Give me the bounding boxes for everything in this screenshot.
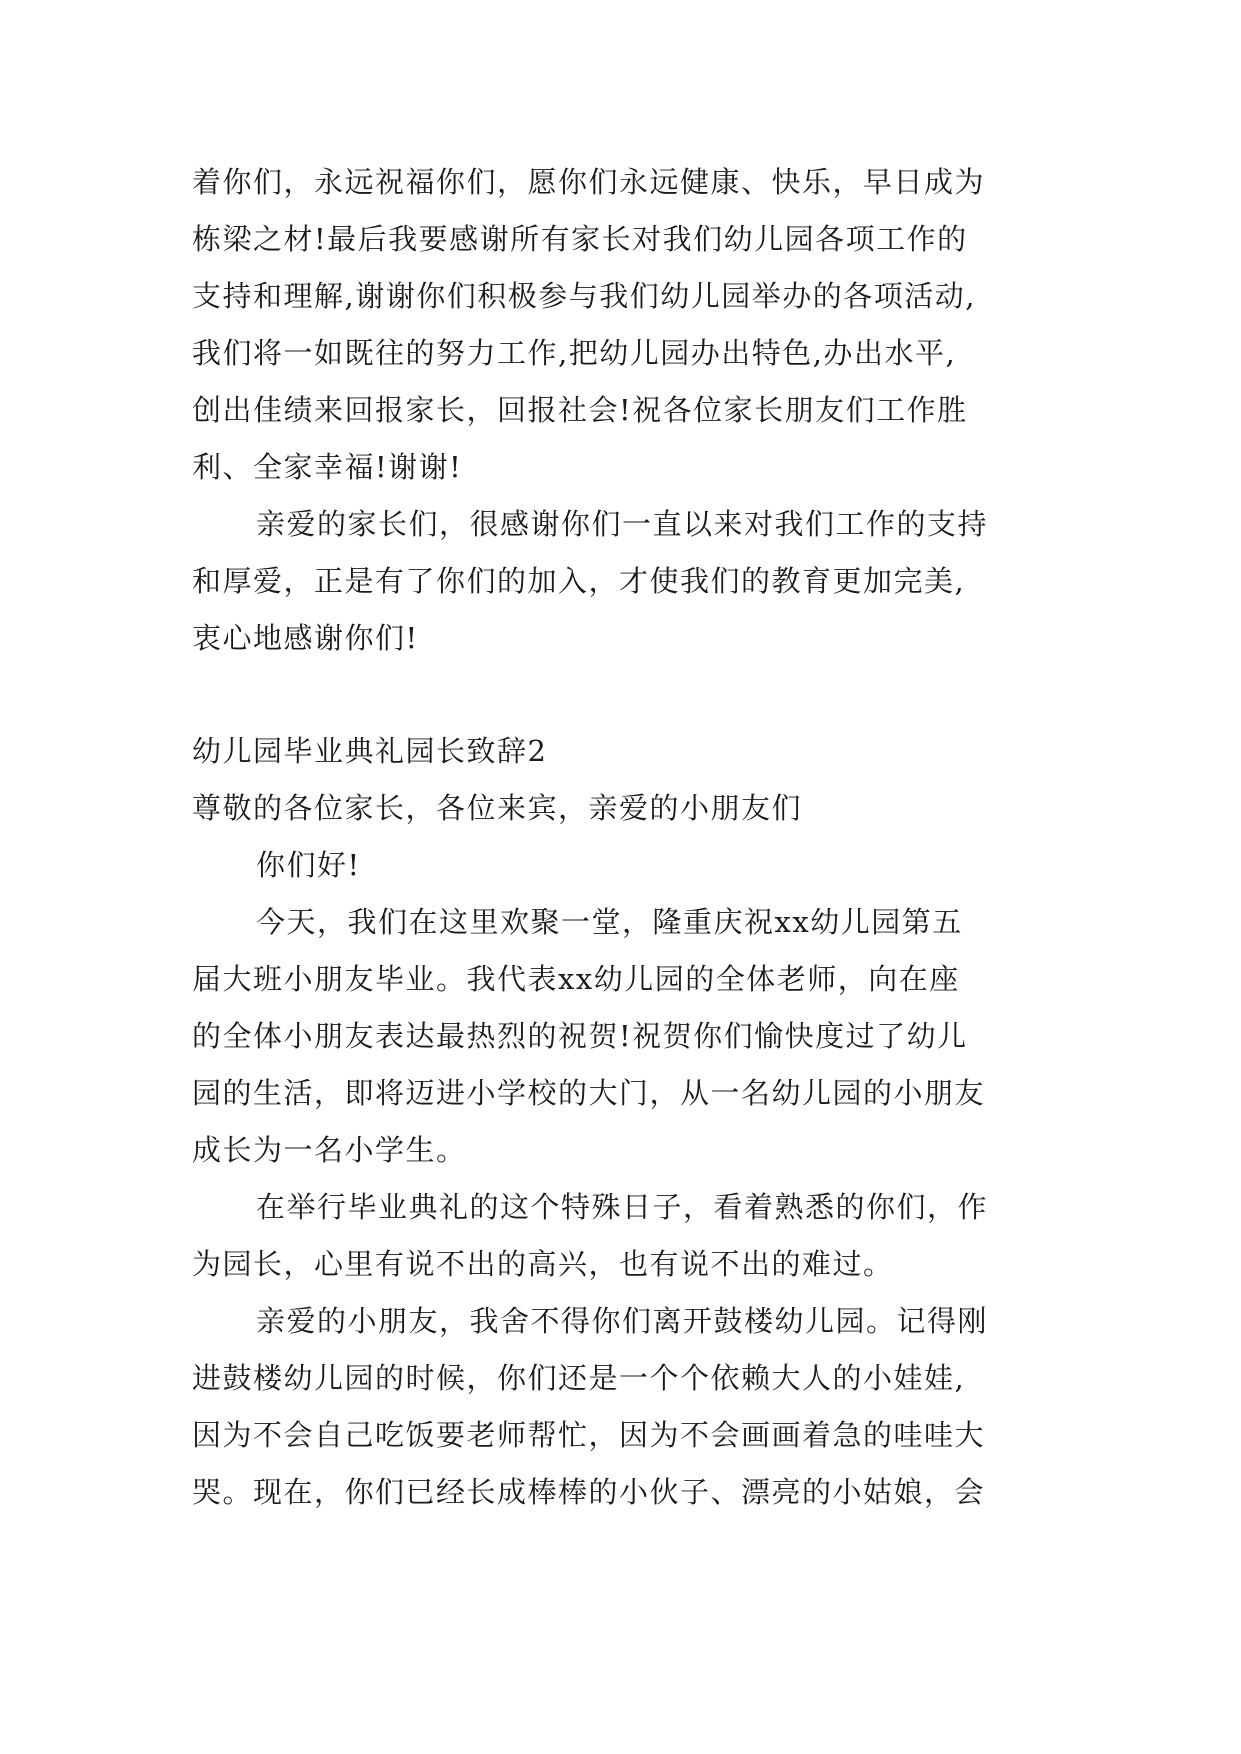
text-line: 哭。现在，你们已经长成棒棒的小伙子、漂亮的小姑娘，会: [192, 1475, 986, 1509]
text-line: 成长为一名小学生。: [192, 1133, 467, 1167]
section-gap: [192, 667, 1092, 723]
text-line: 支持和理解,谢谢你们积极参与我们幼儿园举办的各项活动,: [192, 279, 976, 313]
document-body: [192, 154, 1092, 1521]
paragraph-graduation-celebration: [192, 894, 1092, 1179]
text-line: 进鼓楼幼儿园的时候，你们还是一个个依赖大人的小娃娃,: [192, 1361, 966, 1395]
text-line: 和厚爱，正是有了你们的加入，才使我们的教育更加完美,: [192, 564, 966, 598]
text-line: 创出佳绩来回报家长，回报社会!祝各位家长朋友们工作胜: [192, 393, 968, 427]
paragraph-memories: [192, 1293, 1092, 1521]
text-line: 因为不会自己吃饭要老师帮忙，因为不会画画着急的哇哇大: [192, 1418, 986, 1452]
text-line: 栋梁之材!最后我要感谢所有家长对我们幼儿园各项工作的: [192, 222, 968, 256]
paragraph-principal-feelings: [192, 1179, 1092, 1293]
text-line: 为园长，心里有说不出的高兴，也有说不出的难过。: [192, 1247, 894, 1281]
paragraph-closing-remarks: [192, 154, 1092, 496]
paragraph-thanks-parents: [192, 496, 1092, 667]
text-line: 今天，我们在这里欢聚一堂，隆重庆祝xx幼儿园第五: [256, 905, 963, 939]
greeting: 你们好!: [256, 848, 361, 882]
section-title: 幼儿园毕业典礼园长致辞2: [192, 734, 548, 768]
text-line: 届大班小朋友毕业。我代表xx幼儿园的全体老师，向在座: [192, 962, 960, 996]
text-line: 亲爱的家长们，很感谢你们一直以来对我们工作的支持: [256, 507, 989, 541]
text-line: 我们将一如既往的努力工作,把幼儿园办出特色,办出水平,: [192, 336, 957, 370]
text-line: 的全体小朋友表达最热烈的祝贺!祝贺你们愉快度过了幼儿: [192, 1019, 968, 1053]
text-line: 园的生活，即将迈进小学校的大门，从一名幼儿园的小朋友: [192, 1076, 986, 1110]
text-line: 亲爱的小朋友，我舍不得你们离开鼓楼幼儿园。记得刚: [256, 1304, 989, 1338]
text-line: 在举行毕业典礼的这个特殊日子，看着熟悉的你们，作: [256, 1190, 989, 1224]
salutation: 尊敬的各位家长，各位来宾，亲爱的小朋友们: [192, 791, 803, 825]
text-line: 利、全家幸福!谢谢!: [192, 450, 463, 484]
text-line: 着你们，永远祝福你们，愿你们永远健康、快乐，早日成为: [192, 165, 986, 199]
text-line: 衷心地感谢你们!: [192, 621, 419, 655]
